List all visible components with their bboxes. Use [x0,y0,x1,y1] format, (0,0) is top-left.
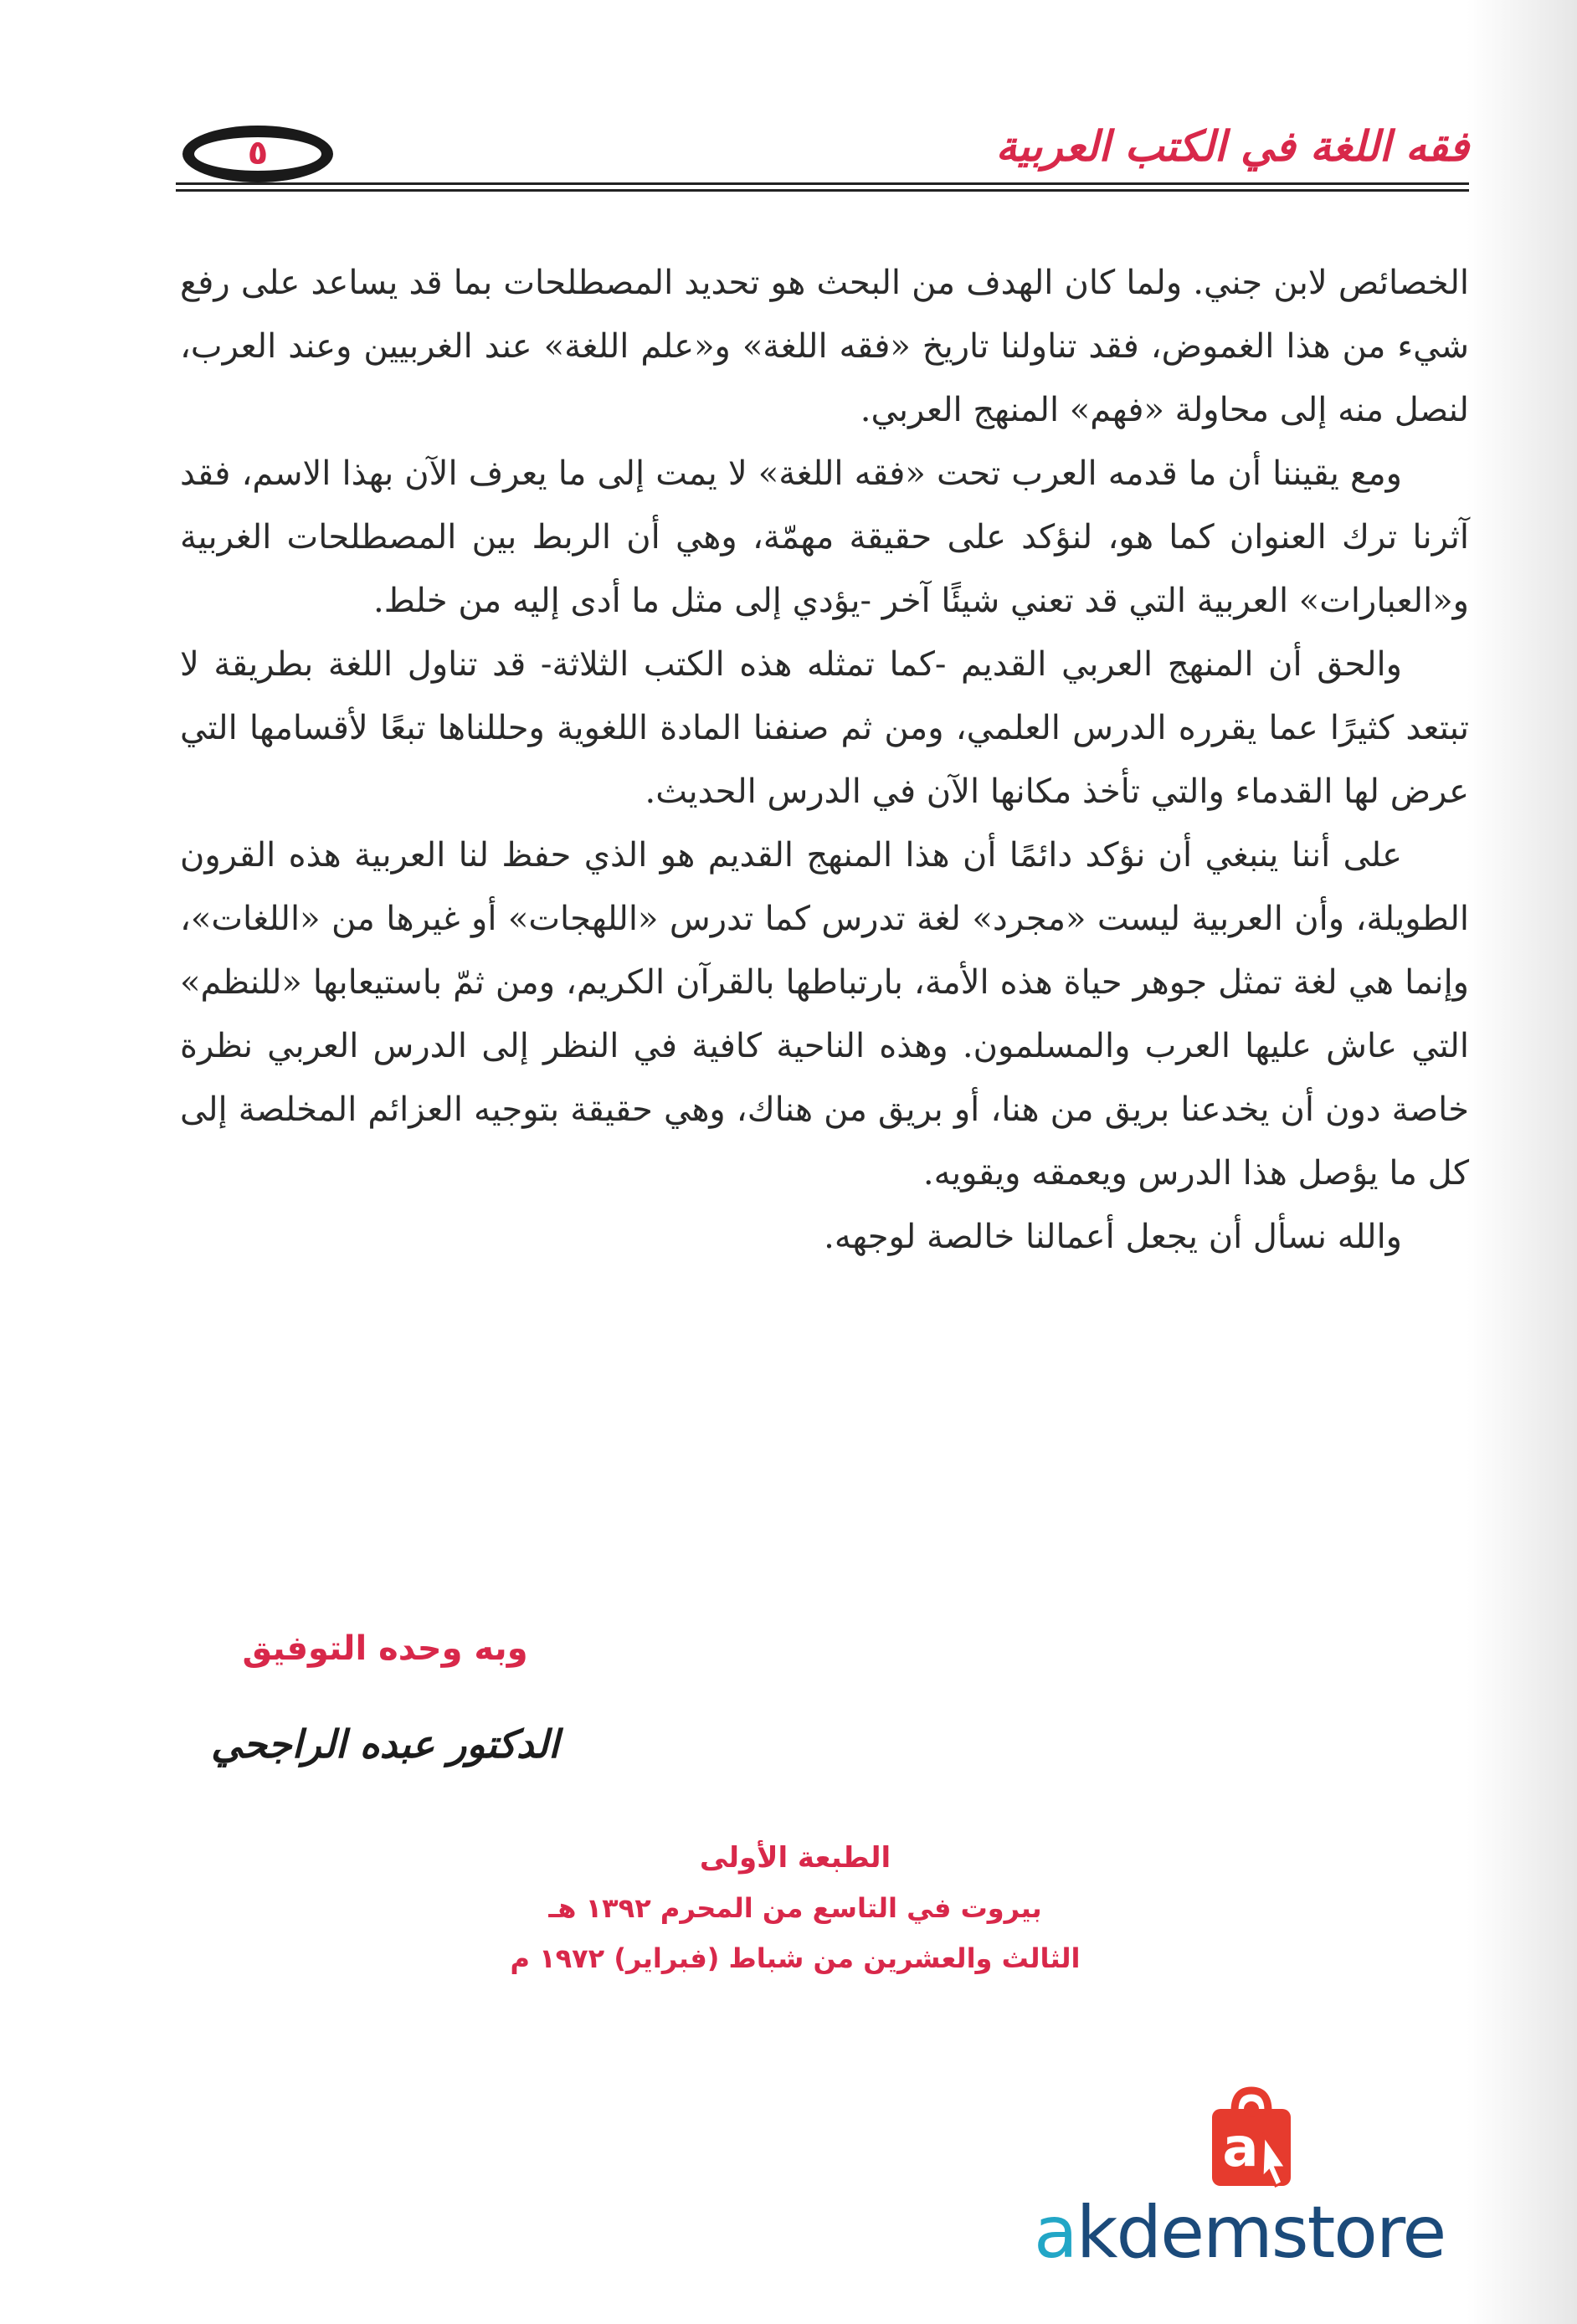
page-number-badge: ٥ [182,126,333,182]
logo-icon-letter: a [1222,2117,1259,2179]
body-text [180,251,1469,1269]
edition-note [419,1833,1172,1983]
store-logo [1034,2084,1469,2285]
logo-wordmark-rest: kdemstore [1076,2191,1446,2275]
running-title: فقه اللغة في الكتب العربية [995,121,1469,171]
paragraph-1: الخصائص لابن جني. ولما كان الهدف من البحث هو تحديد المصطلحات بما قد يساعد على رفع شيء من هذا الغموض، فقد تناولنا تاريخ «فقه اللغة» و«علم اللغة» عند الغربيين وعند العرب، لنصل منه إلى محاولة «فهم» المنهج العربي. [180,264,1469,429]
closing-block [209,1619,561,1773]
header-rule-secondary [176,189,1469,192]
edition-title: الطبعة الأولى [699,1841,891,1875]
logo-wordmark [1034,2191,1469,2275]
paragraph-5: والله نسأل أن يجعل أعمالنا خالصة لوجهه. [824,1218,1402,1256]
edition-gregorian-date: الثالث والعشرين من شباط (فبراير) ١٩٧٢ م [510,1942,1081,1974]
closing-phrase: وبه وحده التوفيق [242,1629,528,1668]
paragraph-2: ومع يقيننا أن ما قدمه العرب تحت «فقه اللغة» لا يمت إلى ما يعرف الآن بهذا الاسم، فقد آثرنا ترك العنوان كما هو، لنؤكد على حقيقة مهمّة، وهي أن الربط بين المصطلحات الغربية و«العبارات» العربية التي قد تعني شيئًا آخر -يؤدي إلى مثل ما أدى إليه من خلط. [180,454,1469,620]
page-header [176,117,1469,201]
edition-hijri-date: بيروت في التاسع من المحرم ١٣٩٢ هـ [548,1892,1042,1924]
author-signature: الدكتور عبده الراجحي [211,1721,559,1767]
header-rule [176,182,1469,185]
paragraph-4: على أننا ينبغي أن نؤكد دائمًا أن هذا المنهج القديم هو الذي حفظ لنا العربية هذه القرون الطويلة، وأن العربية ليست «مجرد» لغة تدرس كما تدرس «اللهجات» أو غيرها من «اللغات»، وإنما هي لغة تمثل جوهر حياة هذه الأمة، بارتباطها بالقرآن الكريم، ومن ثمّ باستيعابها «للنظم» التي عاش عليها العرب والمسلمون. وهذه الناحية كافية في النظر إلى الدرس العربي نظرة خاصة دون أن يخدعنا بريق من هنا، أو بريق من هناك، وهي حقيقة بتوجيه العزائم المخلصة إلى كل ما يؤصل هذا الدرس ويعمقه ويقويه. [180,836,1469,1193]
shopping-bag-icon [1205,2084,1297,2193]
logo-wordmark-accent: a [1034,2191,1076,2275]
paragraph-3: والحق أن المنهج العربي القديم -كما تمثله هذه الكتب الثلاثة- قد تناول اللغة بطريقة لا تبتعد كثيرًا عما يقرره الدرس العلمي، ومن ثم صنفنا المادة اللغوية وحللناها تبعًا لأقسامها التي عرض لها القدماء والتي تأخذ مكانها الآن في الدرس الحديث. [180,645,1469,811]
